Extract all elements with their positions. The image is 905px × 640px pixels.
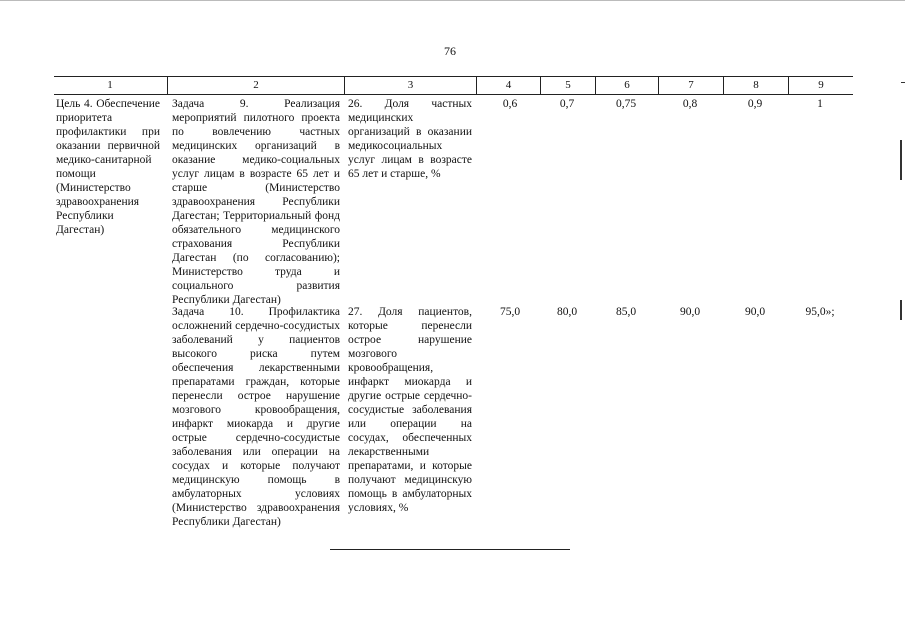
header-col-6: 6 <box>595 77 658 94</box>
header-col-3: 3 <box>344 77 476 94</box>
value-cell: 0,6 <box>502 98 518 110</box>
indicator-table <box>54 76 853 535</box>
task-cell: Задача 9. Реализация мероприятий пилотного проекта по вовлечению частных медицинских организаций в оказание медико-социальных услуг лицам в возрасте 65 лет и старше (Министерство здравоохранения Республики Дагестан; Территориальный фонд обязательного медицинского страхования Республики Дагестан (по согласованию); Министерство труда и социального развития Республики Дагестан) <box>172 98 340 306</box>
value-cell: 0,8 <box>682 98 698 110</box>
indicator-cell: 27. Доля пациентов, которые перенесли острое нарушение мозгового кровообращения, инфаркт миокарда и другие острые сердечно-сосудистые заболевания или операции на сосудах, обеспеченных лекарственными препаратами, и которые получают медицинскую помощь в амбулаторных условиях, % <box>348 306 472 514</box>
goal-cell: Цель 4. Обеспечение приоритета профилактики при оказании первичной медико-санитарной помощи (Министерство здравоохранения Республики Дагестан) <box>56 98 160 236</box>
page-number: 76 <box>444 44 456 58</box>
table-header-row <box>54 76 853 95</box>
value-cell: 75,0 <box>499 306 521 318</box>
value-cell: 0,7 <box>559 98 575 110</box>
value-cell: 0,75 <box>615 98 637 110</box>
value-cell: 90,0 <box>744 306 766 318</box>
header-col-7: 7 <box>658 77 723 94</box>
value-cell: 85,0 <box>615 306 637 318</box>
table-row <box>54 305 853 535</box>
header-col-2: 2 <box>167 77 344 94</box>
header-col-4: 4 <box>476 77 540 94</box>
indicator-cell: 26. Доля частных медицинских организаций в оказании медикосоциальных услуг лицам в возрасте 65 лет и старше, % <box>348 98 472 180</box>
scan-edge-mark <box>900 300 902 320</box>
value-cell: 90,0 <box>679 306 701 318</box>
value-cell: 1 <box>817 98 823 110</box>
header-col-1: 1 <box>107 79 113 91</box>
table-row <box>54 95 853 305</box>
value-cell: 80,0 <box>556 306 578 318</box>
header-col-9: 9 <box>788 77 853 94</box>
footer-rule <box>330 549 570 550</box>
header-col-5: 5 <box>540 77 595 94</box>
scan-edge-mark <box>901 82 905 83</box>
value-cell: 95,0»; <box>805 306 835 318</box>
value-cell: 0,9 <box>747 98 763 110</box>
scan-edge-mark <box>900 140 902 180</box>
task-cell: Задача 10. Профилактика осложнений сердечно-сосудистых заболеваний у пациентов высокого риска путем обеспечения лекарственными препаратами граждан, которые перенесли острое нарушение мозгового кровообращения, инфаркт миокарда и другие острые сердечно-сосудистые заболевания или операции на сосудах и которые получают медицинскую помощь в амбулаторных условиях (Министерство здравоохранения Республики Дагестан) <box>172 306 340 528</box>
header-col-8: 8 <box>723 77 788 94</box>
scan-edge-top <box>0 0 905 1</box>
